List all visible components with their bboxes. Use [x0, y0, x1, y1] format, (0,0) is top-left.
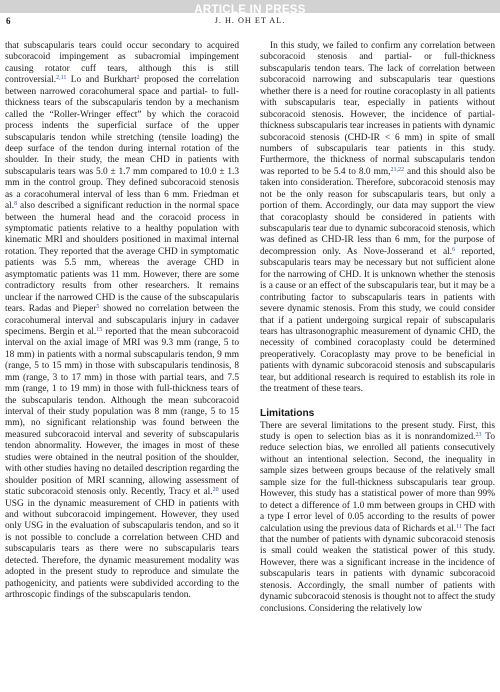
citation-ref: 21,22	[390, 166, 405, 173]
text-run: The fact that the number of patients with dynamic subcoracoid stenosis is small could weaken the statistical power of this study. However, there was a significant increase in the incidence of subscapularis tears in patients with dynamic subcoracoid stenosis. Accordingly, the small number of patients with dynamic subcoracoid stenosis is thought not to affect the study conclusions. Considering the relatively low	[260, 523, 495, 614]
text-run: showed no correlation between the coracohumeral interval and subscapularis injury in cadaver specimens. Bergin et al.	[5, 304, 239, 337]
page-number: 6	[6, 16, 11, 26]
citation-ref: 23	[475, 432, 482, 438]
right-body	[260, 41, 495, 396]
left-column	[5, 41, 239, 601]
citation-ref: 15	[96, 326, 103, 333]
banner-text: ARTICLE IN PRESS	[194, 4, 306, 16]
body-paragraph	[260, 41, 495, 396]
limitations-heading: Limitations	[260, 407, 315, 419]
article-in-press-banner	[0, 0, 500, 16]
text-run: To reduce selection bias, we enrolled all patients consecutively without an intentional selection. Second, the inequality in sample sizes between groups because of the relatively small sample size for the full-thickness subscapularis tear group. However, this study has a statistical power of more than 99% to detect a difference of 1.0 mm between groups in CHD with a type I error level of 0.05 according to the results of power calculation using the previous data of Richards et al.	[260, 432, 496, 534]
citation-ref: 20	[212, 487, 219, 494]
text-run: also described a significant reduction in the normal space between the humeral head and the coracoid process in symptomatic patients relative to a healthy population with kinematic MRI and shoulders positioned in maximal internal rotation. They reported that the average CHD in symptomatic patients was 5.5 mm, whereas the average CHD in asymptomatic patients was 11 mm. However, there are some contradictory results from other researchers. It remains unclear if the narrowed CHD is the cause of the subscapularis tears. Radas and Pieper	[5, 201, 239, 315]
text-run: In this study, we failed to confirm any correlation between subcoracoid stenosis and partial- or full-thickness subscapularis tendon tears. The lack of correlation between subcoracoid narrowing and subscapularis tear questions whether there is a need for routine coracoplasty in all patients with subscapularis tear, especially in patients without subcoracoid stenosis. However, the incidence of partial-thickness subscapularis tear increases in patients with dynamic subcoracoid stenosis (CHD-IR < 6 mm) in spite of small numbers of subscapularis tear patients in this study. Furthermore, the thickness of normal subscapularis tendon was reported to be 5.4 to 8.0 mm,	[260, 41, 495, 177]
text-run: reported, subscapularis tears may be necessary but not sufficient alone for the narrowing of CHD. It is unknown whether the stenosis is a cause or an effect of the subscapularis tear, but it may be a contributing factor to subscapularis tears in patients with severe dynamic stenosis. From this study, we could consider that if a patient undergoing surgical repair of subscapularis tears has ultrasonographic measurement of dynamic CHD, the necessity of combined coracoplasty could be determined preoperatively. Coracoplasty may prove to be beneficial in patients with dynamic subcoracoid stenosis and subscapularis tear, but additional research is required to establish its role in the treatment of these tears.	[260, 246, 495, 395]
right-column	[260, 41, 495, 615]
text-run: reported that the mean subcoracoid interval on the axial image of MRI was 9.3 mm (range, 5 to 18 mm) in patients with a normal subscapularis tendon, 9 mm (range, 5 to 15 mm) in those with subscapularis tendinosis, 8 mm (range, 3 to 17 mm) in those with partial tears, and 7.5 mm (range, 1 to 19 mm) in those with full-thickness tears of the subscapularis tendon. Although the mean subcoracoid interval of their study population was 8 mm (range, 5 to 15 mm), no significant relationship was found between the measured subcoracoid interval and severity of subscapularis tendon abnormality. However, the images in most of these studies were obtained in the neutral position of the shoulder, with other studies having no detailed description regarding the shoulder position of MRI scanning, allowing assessment of static subcoracoid stenosis only. Recently, Tracy et al.	[5, 326, 239, 498]
citation-ref: 5	[96, 304, 100, 311]
text-run: that subscapularis tears could occur secondary to acquired subcoracoid impingement as subacromial impingement causing rotator cuff tears, although this is still controversial.	[5, 41, 239, 86]
running-head: J. H. OH ET AL.	[214, 16, 286, 25]
citation-ref: 11	[456, 523, 462, 530]
citation-ref: 2,11	[56, 75, 67, 82]
citation-ref: 6	[452, 246, 456, 253]
body-paragraph	[5, 41, 239, 601]
text-run: used USG in the dynamic measurement of CHD in patients with and without subcoracoid impingement. However, they used only USG in the evaluation of subscapularis tendon, and so it is not possible to conclude a correlation between CHD and subscapularis tears as there were no subscapularis tears detected. Therefore, the dynamic measurement modality was adopted in the present study to reproduce and simulate the pathogenicity, and patients were subdivided according to the arthroscopic findings of the subscapularis tendon.	[5, 487, 239, 600]
limitations-paragraph	[260, 421, 495, 615]
text-run: There are several limitations to the present study. First, this study is open to selection bias as it is nonrandomized.	[260, 420, 495, 442]
citation-ref: 8	[14, 201, 18, 208]
text-run: Lo and Burkhart	[66, 75, 137, 86]
text-run: proposed the correlation between narrowed coracohumeral space and partial- to full-thickness tears of the subscapularis tendon by a mechanism called the “Roller-Wringer effect” by which the coracoid process indents the superficial surface of the upper subscapularis tendon while stretching (tensile loading) the deep surface of the tendon during internal rotation of the shoulder. In their study, the mean CHD in patients with subscapularis tears was 5.0 ± 1.7 mm compared to 10.0 ± 1.3 mm in the control group. They defined subcoracoid stenosis as a coracohumeral interval of less than 6 mm. Friedman et al.	[5, 75, 239, 212]
text-run: and this should also be taken into consideration. Therefore, subcoracoid stenosis may not be the only reason for subscapularis tears, but only a portion of them. Accordingly, our data may support the view that coracoplasty should be considered in patients with subscapularis tear due to dynamic subcoracoid stenosis, which was defined as CHD-IR less than 6 mm, for the purpose of decompression only. As Nove-Josserand et al.	[260, 166, 495, 257]
citation-ref: 2	[136, 75, 140, 82]
